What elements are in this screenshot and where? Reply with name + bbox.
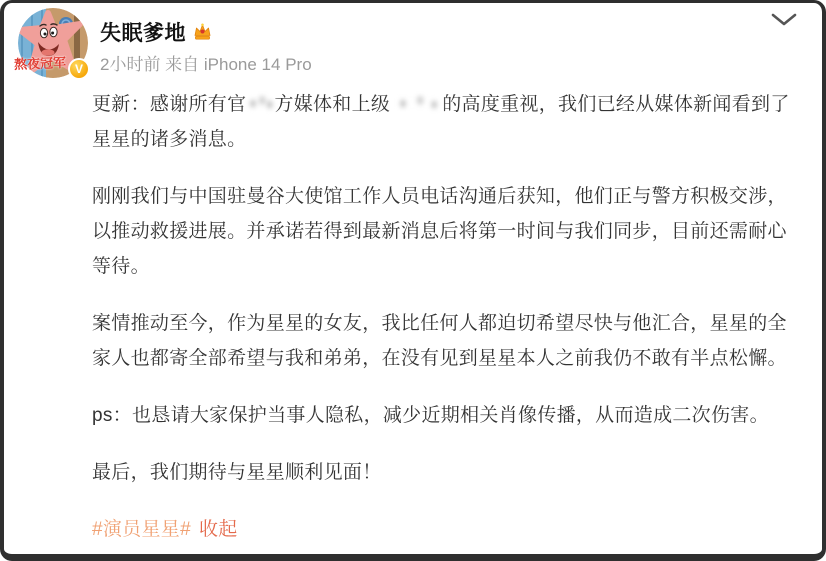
hashtag-link[interactable]: #演员星星# xyxy=(92,519,191,540)
paragraph-girlfriend: 案情推动至今，作为星星的女友，我比任何人都迫切希望尽快与他汇合，星星的全家人也都寄全部希望与我和弟弟，在没有见到星星本人之前我仍不敢有半点松懈。 xyxy=(92,313,787,369)
post-body xyxy=(4,85,826,547)
username[interactable]: 失眠爹地 xyxy=(100,22,186,45)
paragraph-privacy: ps：也恳请大家保护当事人隐私，减少近期相关肖像传播，从而造成二次伤害。 xyxy=(92,405,769,426)
paragraph-text: 的高度重视，我们已经从媒体新闻看到了星星的诸多消息。 xyxy=(92,94,790,150)
user-avatar[interactable] xyxy=(13,8,88,78)
paragraph-update xyxy=(92,87,800,157)
post-header xyxy=(4,3,822,85)
tag-row xyxy=(92,512,800,547)
paragraph-embassy: 刚刚我们与中国驻曼谷大使馆工作人员电话沟通后获知，他们正与警方积极交涉，以推动救援进展。并承诺若得到最新消息后将第一时间与我们同步，目前还需耐心等待。 xyxy=(92,186,787,277)
paragraph-closing: 最后，我们期待与星星顺利见面！ xyxy=(92,462,382,483)
censored-blur-patch xyxy=(390,92,442,113)
post-meta-timestamp: 2小时前 来自 iPhone 14 Pro xyxy=(100,55,312,74)
avatar-watermark-text: 熬夜冠军 xyxy=(13,55,67,72)
paragraph-text: 更新：感谢所有官 xyxy=(92,94,247,115)
censored-blur-patch xyxy=(246,92,274,113)
paragraph-text: 方媒体和上级 xyxy=(274,94,391,115)
verified-v-badge: V xyxy=(68,58,90,80)
collapse-link[interactable]: 收起 xyxy=(198,519,238,540)
chevron-down-icon[interactable] xyxy=(770,11,798,29)
crown-icon xyxy=(192,22,213,42)
